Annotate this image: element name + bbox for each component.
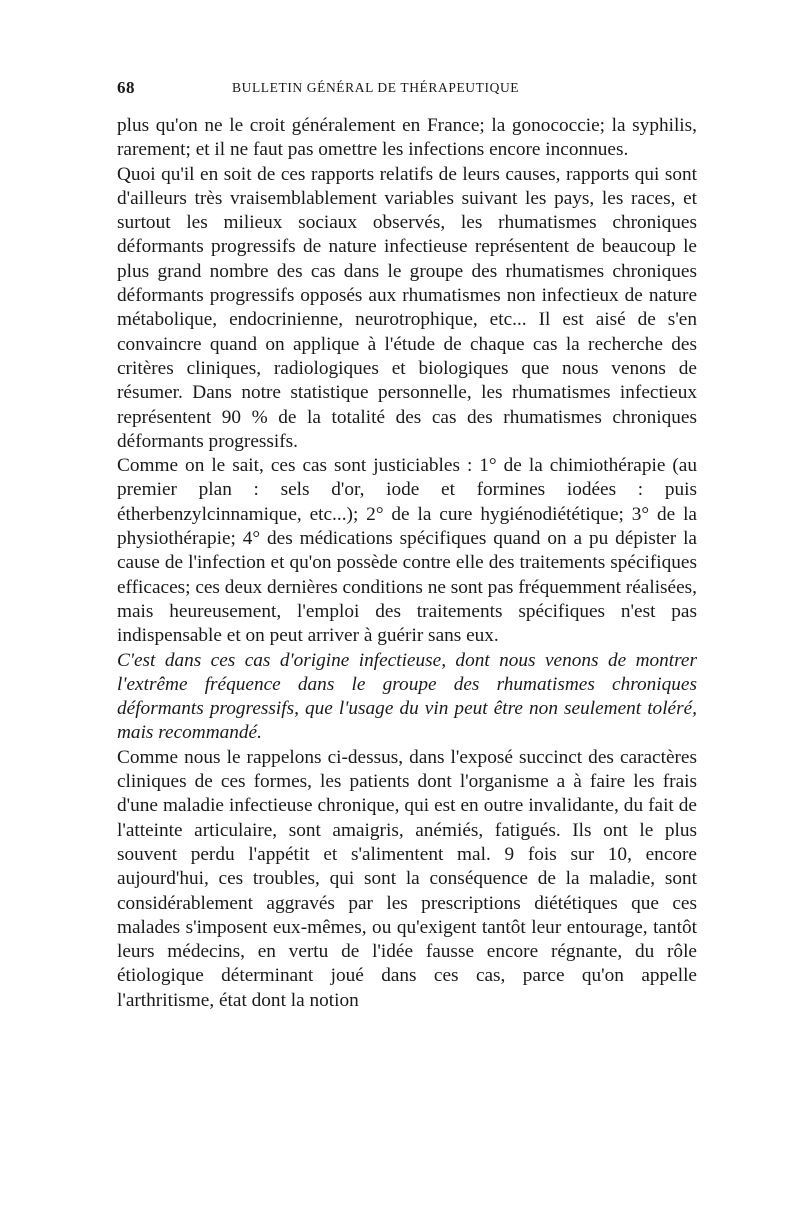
page-header xyxy=(117,78,697,108)
running-title: BULLETIN GÉNÉRAL DE THÉRAPEUTIQUE xyxy=(232,80,520,95)
paragraph: plus qu'on ne le croit généralement en France; la gonococcie; la syphilis, rarement; et il ne faut pas omettre les infections encore inconnues. xyxy=(117,115,697,161)
paragraph: Comme nous le rappelons ci-dessus, dans l'exposé succinct des caractères cliniques de ces formes, les patients dont l'organisme a à faire les frais d'une maladie infectieuse chronique, qui est en outre invalidante, du fait de l'atteinte articulaire, sont amaigris, anémiés, fatigués. Ils ont le plus souvent perdu l'appétit et s'alimentent mal. 9 fois sur 10, encore aujourd'hui, ces troubles, qui sont la conséquence de la maladie, sont considérablement aggravés par les prescriptions diététiques que ces malades s'imposent eux-mêmes, ou qu'exigent tantôt leur entourage, tantôt leurs médecins, en vertu de l'idée fausse encore régnante, du rôle étiologique déterminant joué dans ces cas, parce qu'on appelle l'arthritisme, état dont la notion xyxy=(117,746,697,1011)
body-text xyxy=(117,114,697,1013)
paragraph: Comme on le sait, ces cas sont justiciables : 1° de la chimiothérapie (au premier plan : sels d'or, iode et formines iodées : puis étherbenzylcinnamique, etc...); 2° de la cure hygiénodiététique; 3° de la physiothérapie; 4° des médications spécifiques quand on a pu dépister la cause de l'infection et qu'on possède contre elle des traitements spécifiques efficaces; ces deux dernières conditions ne sont pas fréquemment réalisées, mais heureusement, l'emploi des traitements spécifiques n'est pas indispensable et on peut arriver à guérir sans eux. xyxy=(117,455,698,647)
paragraph: Quoi qu'il en soit de ces rapports relatifs de leurs causes, rapports qui sont d'ailleurs très vraisemblablement variables suivant les pays, les races, et surtout les milieux sociaux observés, les rhumatismes chroniques déformants progressifs de nature infectieuse représentent de beaucoup le plus grand nombre des cas dans le groupe des rhumatismes chroniques déformants progressifs opposés aux rhumatismes non infectieux de nature métabolique, endocrinienne, neurotrophique, etc... Il est aisé de s'en convaincre quand on applique à l'étude de chaque cas la recherche des critères cliniques, radiologiques et biologiques que nous venons de résumer. Dans notre statistique personnelle, les rhumatismes infectieux représentent 90 % de la totalité des cas des rhumatismes chroniques déformants progressifs. xyxy=(117,163,697,452)
book-page xyxy=(117,78,697,1013)
page-number: 68 xyxy=(117,78,135,97)
paragraph-italic-conclusion: C'est dans ces cas d'origine infectieuse, dont nous venons de montrer l'extrême fréquence dans le groupe des rhumatismes chroniques déformants progressifs, que l'usage du vin peut être non seulement toléré, mais recommandé. xyxy=(117,649,697,744)
